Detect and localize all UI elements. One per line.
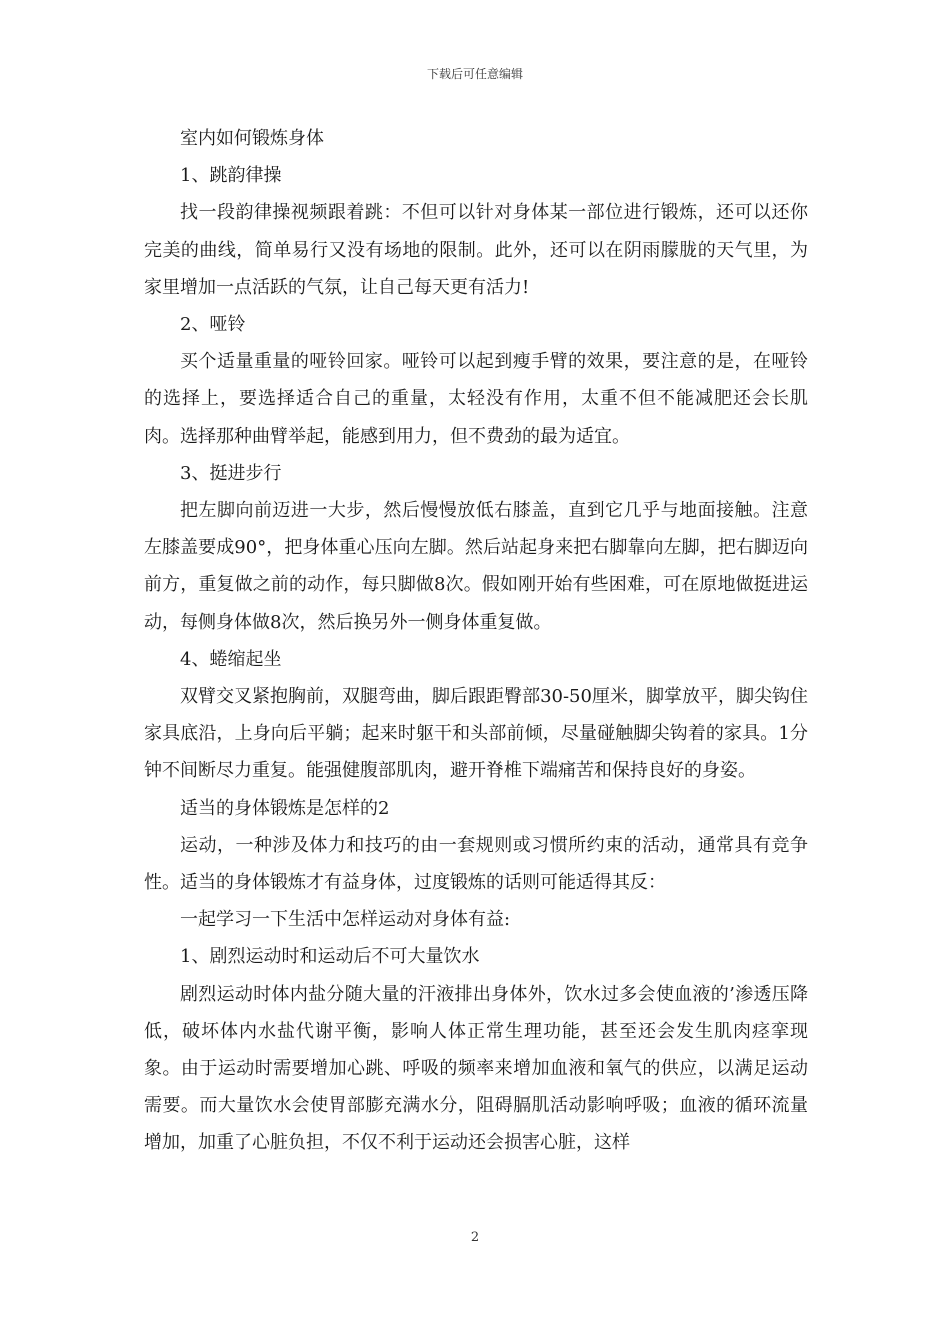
paragraph-body: 买个适量重量的哑铃回家。哑铃可以起到瘦手臂的效果，要注意的是，在哑铃的选择上，要选择适合自己的重量，太轻没有作用，太重不但不能减肥还会长肌肉。选择那种曲臂举起，能感到用力，但不费劲的最为适宜。 [144, 351, 808, 447]
subheading-3: 3、挺进步行 [180, 462, 282, 484]
page-number: 2 [470, 1230, 480, 1245]
paragraph-body: 运动，一种涉及体力和技巧的由一套规则或习惯所约束的活动，通常具有竞争性。适当的身体锻炼才有益身体，过度锻炼的话则可能适得其反： [144, 834, 808, 894]
subheading-5: 1、剧烈运动时和运动后不可大量饮水 [180, 946, 480, 968]
document-body [144, 120, 808, 1162]
section-title: 室内如何锻炼身体 [180, 128, 324, 149]
subheading-1: 1、跳韵律操 [180, 165, 282, 187]
paragraph-body: 一起学习一下生活中怎样运动对身体有益: [180, 909, 511, 931]
paragraph-body: 把左脚向前迈进一大步，然后慢慢放低右膝盖，直到它几乎与地面接触。注意左膝盖要成90°，把身体重心压向左脚。然后站起身来把右脚靠向左脚，把右脚迈向前方，重复做之前的动作，每只脚做8次。假如刚开始有些困难，可在原地做挺进运动，每侧身体做8次，然后换另外一侧身体重复做。 [144, 500, 808, 633]
paragraph-body: 找一段韵律操视频跟着跳：不但可以针对身体某一部位进行锻炼，还可以还你完美的曲线，简单易行又没有场地的限制。此外，还可以在阴雨朦胧的天气里，为家里增加一点活跃的气氛，让自己每天更有活力! [144, 202, 808, 298]
section-title: 适当的身体锻炼是怎样的2 [180, 797, 390, 819]
paragraph-body: 双臂交叉紧抱胸前，双腿弯曲，脚后跟距臀部30-50厘米，脚掌放平，脚尖钩住家具底沿，上身向后平躺；起来时躯干和头部前倾，尽量碰触脚尖钩着的家具。1分钟不间断尽力重复。能强健腹部肌肉，避开脊椎下端痛苦和保持良好的身姿。 [144, 686, 808, 782]
page-header: 下载后可任意编辑 [426, 67, 523, 81]
paragraph-body: 剧烈运动时体内盐分随大量的汗液排出身体外，饮水过多会使血液的’渗透压降低，破坏体内水盐代谢平衡，影响人体正常生理功能，甚至还会发生肌肉痉挛现象。由于运动时需要增加心跳、呼吸的频率来增加血液和氧气的供应，以满足运动需要。而大量饮水会使胃部膨充满水分，阻碍膈肌活动影响呼吸；血液的循环流量增加，加重了心脏负担，不仅不利于运动还会损害心脏，这样 [144, 983, 808, 1154]
subheading-2: 2、哑铃 [180, 314, 246, 336]
subheading-4: 4、蜷缩起坐 [180, 648, 282, 670]
